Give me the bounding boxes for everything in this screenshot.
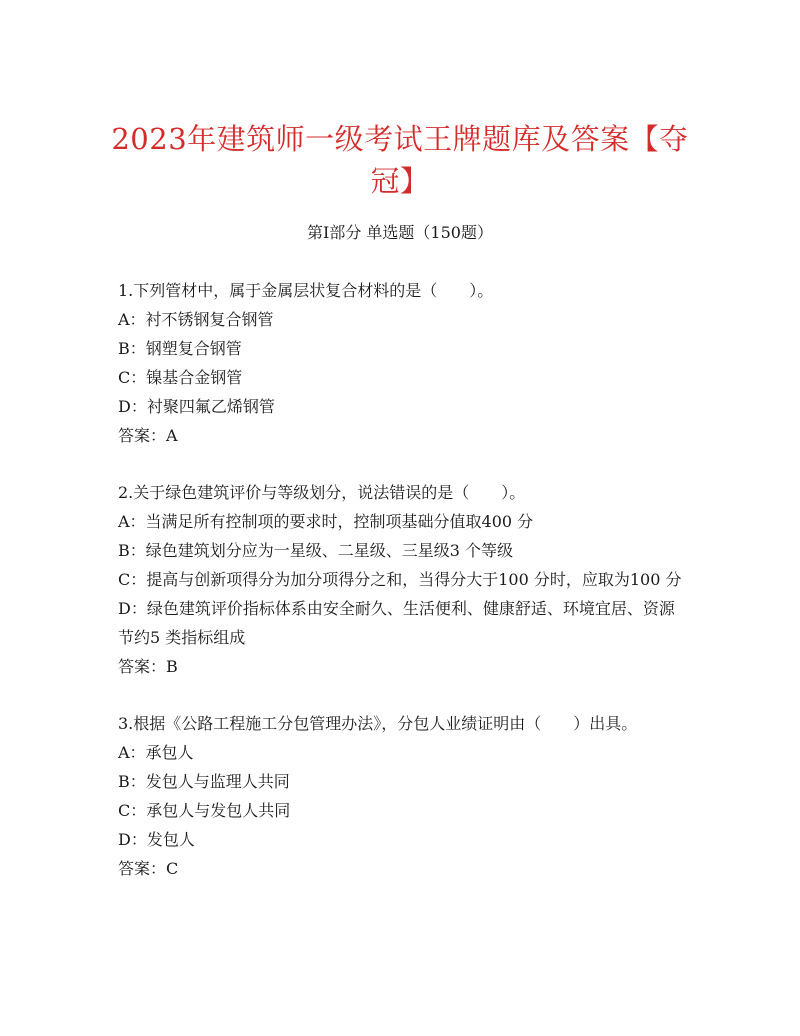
option-d: D：发包人: [118, 830, 195, 849]
question-stem: 2.关于绿色建筑评价与等级划分，说法错误的是（ ）。: [118, 483, 526, 502]
answer: 答案：C: [118, 859, 179, 878]
option-c: C：镍基合金钢管: [118, 368, 243, 387]
option-d: D：绿色建筑评价指标体系由安全耐久、生活便利、健康舒适、环境宜居、资源节约5 类指标组成: [118, 599, 675, 647]
option-c: C：承包人与发包人共同: [118, 801, 291, 820]
question-2: [118, 478, 688, 681]
answer: 答案：B: [118, 657, 178, 676]
option-b: B：绿色建筑划分应为一星级、二星级、三星级3 个等级: [118, 541, 514, 560]
question-list: [118, 276, 688, 911]
question-stem: 1.下列管材中，属于金属层状复合材料的是（ ）。: [118, 281, 494, 300]
option-d: D：衬聚四氟乙烯钢管: [118, 397, 275, 416]
question-3: [118, 709, 688, 883]
section-title: 第I部分 单选题（150题）: [307, 223, 493, 242]
question-stem: 3.根据《公路工程施工分包管理办法》，分包人业绩证明由（ ）出具。: [118, 714, 638, 733]
answer: 答案：A: [118, 426, 178, 445]
option-a: A：当满足所有控制项的要求时，控制项基础分值取400 分: [118, 512, 534, 531]
option-a: A：衬不锈钢复合钢管: [118, 310, 274, 329]
option-b: B：钢塑复合钢管: [118, 339, 242, 358]
option-a: A：承包人: [118, 743, 194, 762]
document-title: 2023年建筑师一级考试王牌题库及答案【夺冠】: [111, 122, 689, 198]
option-c: C：提高与创新项得分为加分项得分之和，当得分大于100 分时，应取为100 分: [118, 570, 682, 589]
option-b: B：发包人与监理人共同: [118, 772, 290, 791]
question-1: [118, 276, 688, 450]
